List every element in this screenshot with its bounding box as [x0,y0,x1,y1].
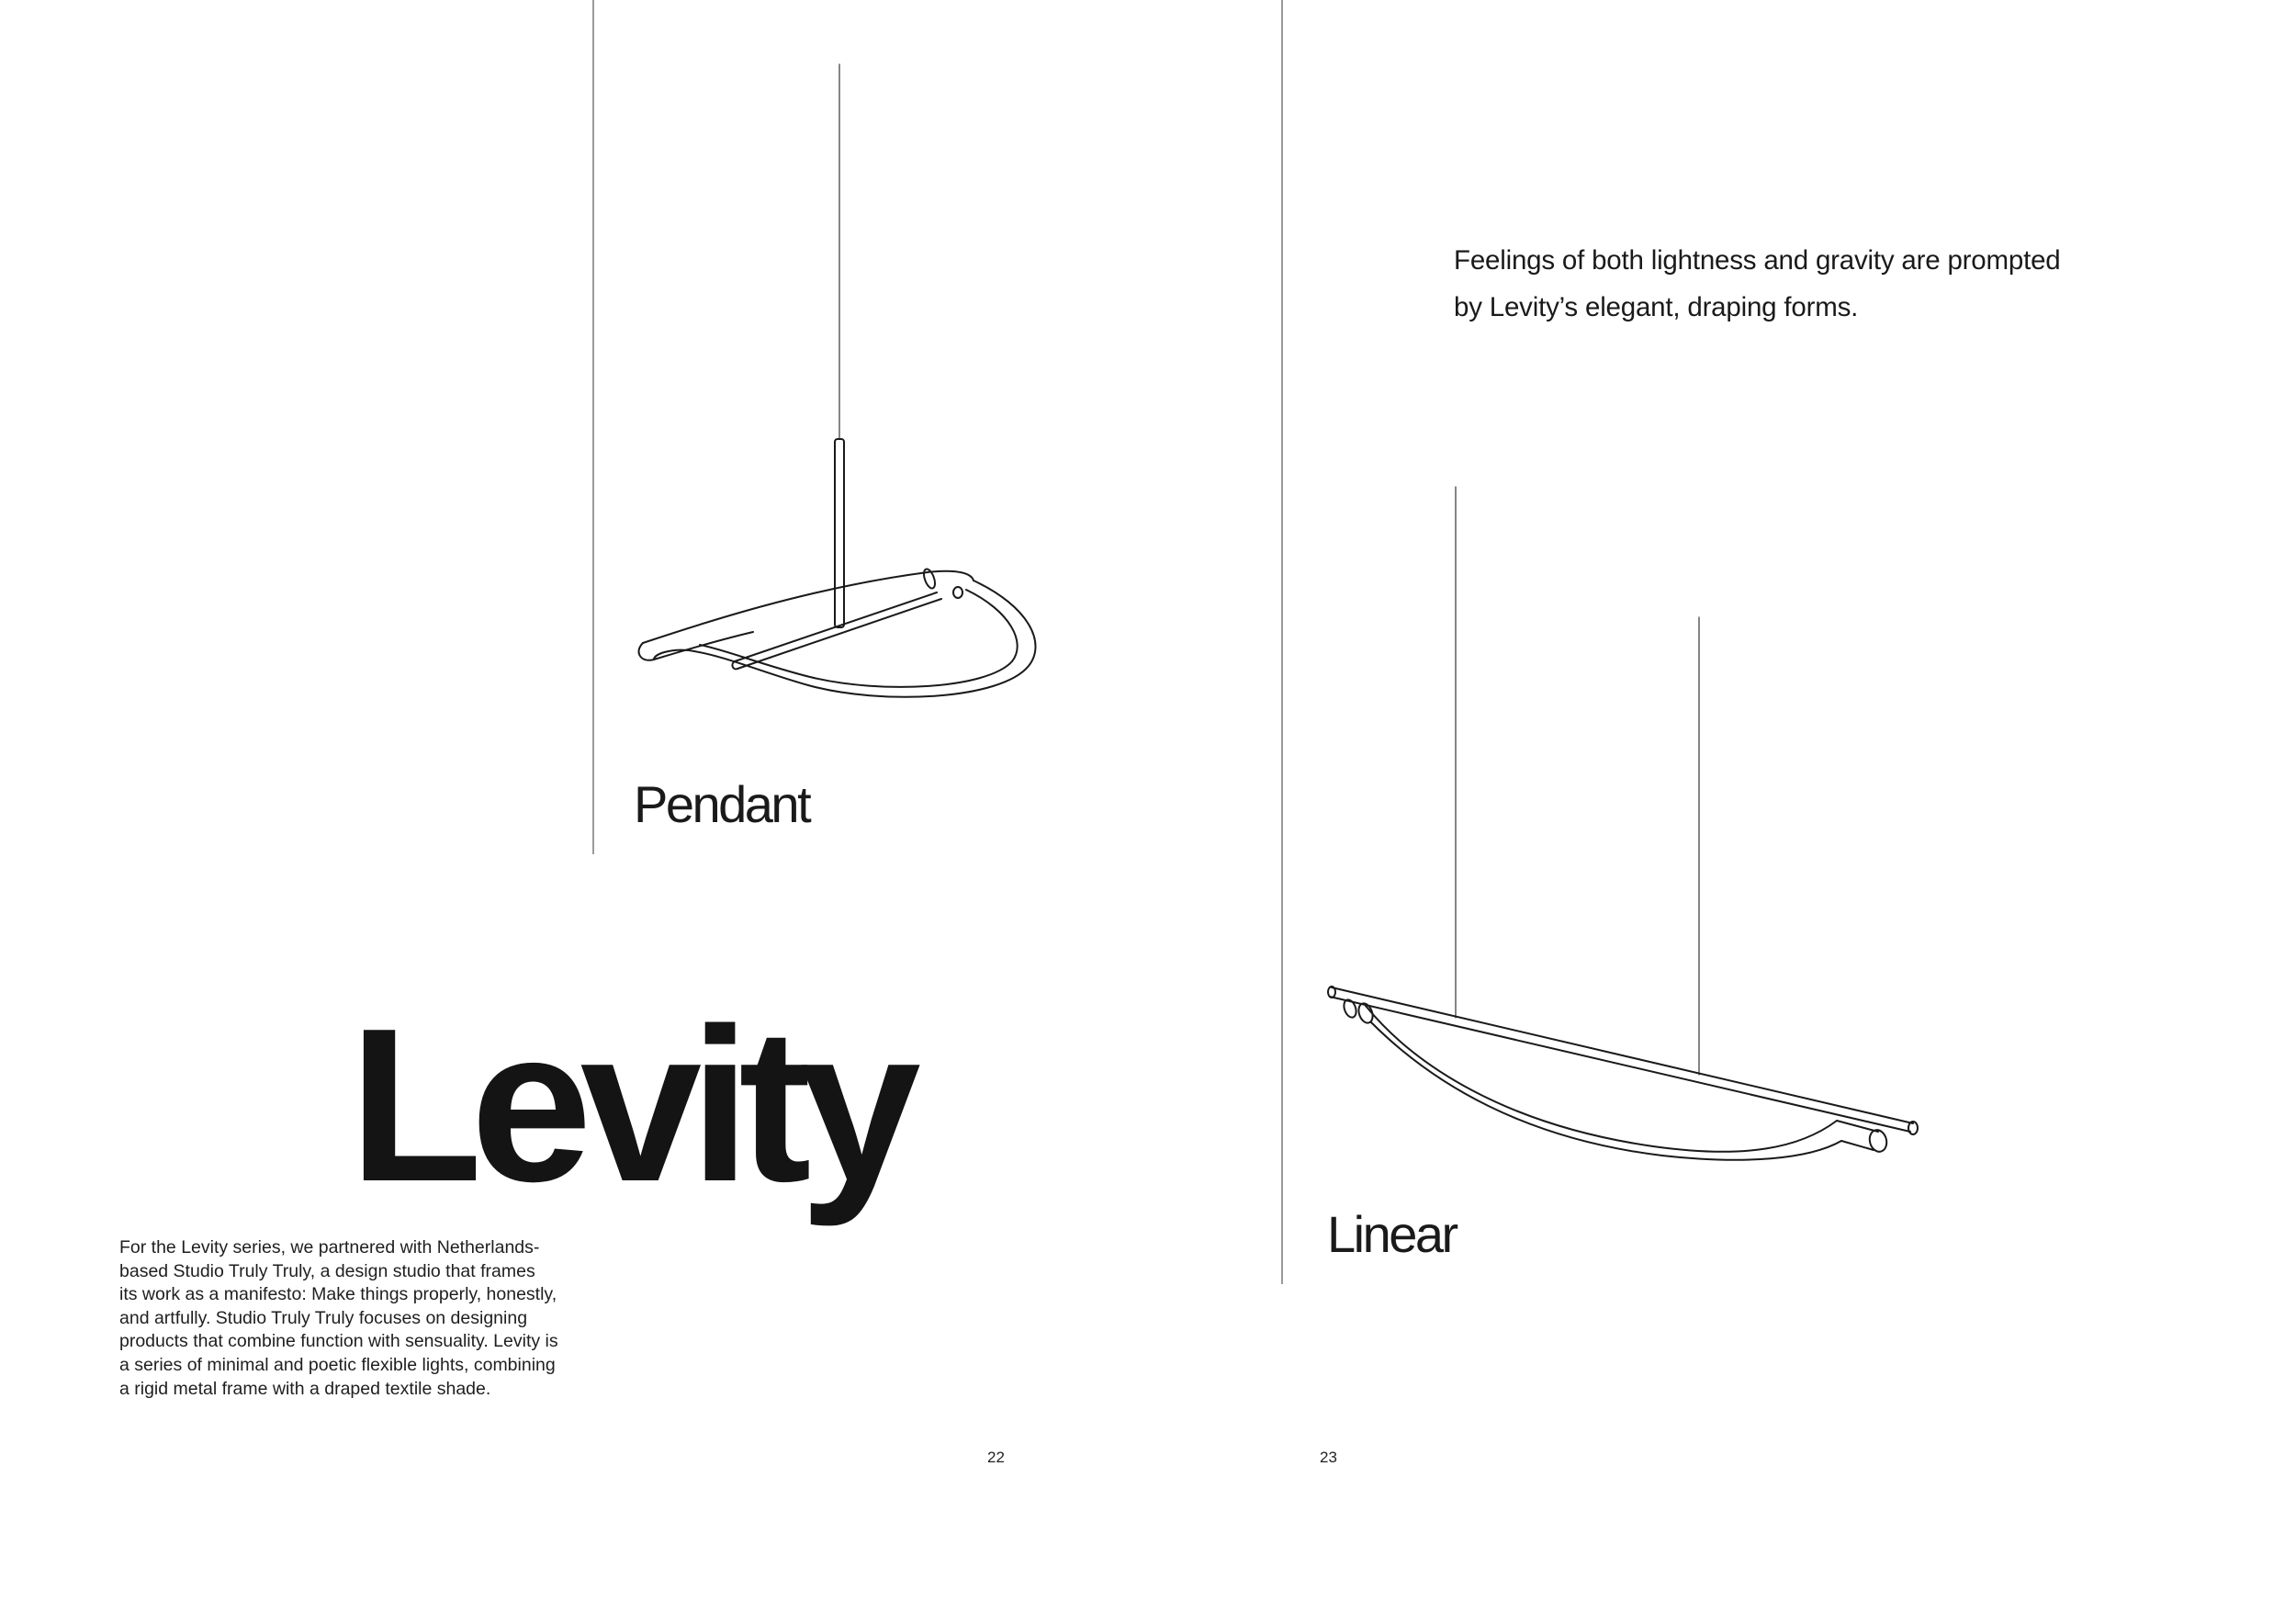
intro-line: a series of minimal and poetic flexible lights, combining [119,1354,556,1375]
quote-line: by Levity’s elegant, draping forms. [1454,292,1859,322]
intro-line: its work as a manifesto: Make things properly, honestly, [119,1284,557,1305]
page-number-right: 23 [1320,1449,1337,1466]
linear-label: Linear [1327,1205,1457,1263]
intro-line: and artfully. Studio Truly Truly focuses on designing [119,1307,528,1328]
intro-line: For the Levity series, we partnered with Netherlands- [119,1237,540,1257]
intro-paragraph [119,1236,597,1401]
intro-line: products that combine function with sensuality. Levity is [119,1331,558,1352]
pull-quote [1454,237,2152,331]
pendant-label: Pendant [634,775,810,833]
page-number-left: 22 [987,1449,1005,1466]
quote-line: Feelings of both lightness and gravity are prompted [1454,245,2061,276]
page-title: Levity [349,984,909,1227]
intro-line: a rigid metal frame with a draped textile shade. [119,1378,491,1399]
intro-line: based Studio Truly Truly, a design studio that frames [119,1260,535,1281]
